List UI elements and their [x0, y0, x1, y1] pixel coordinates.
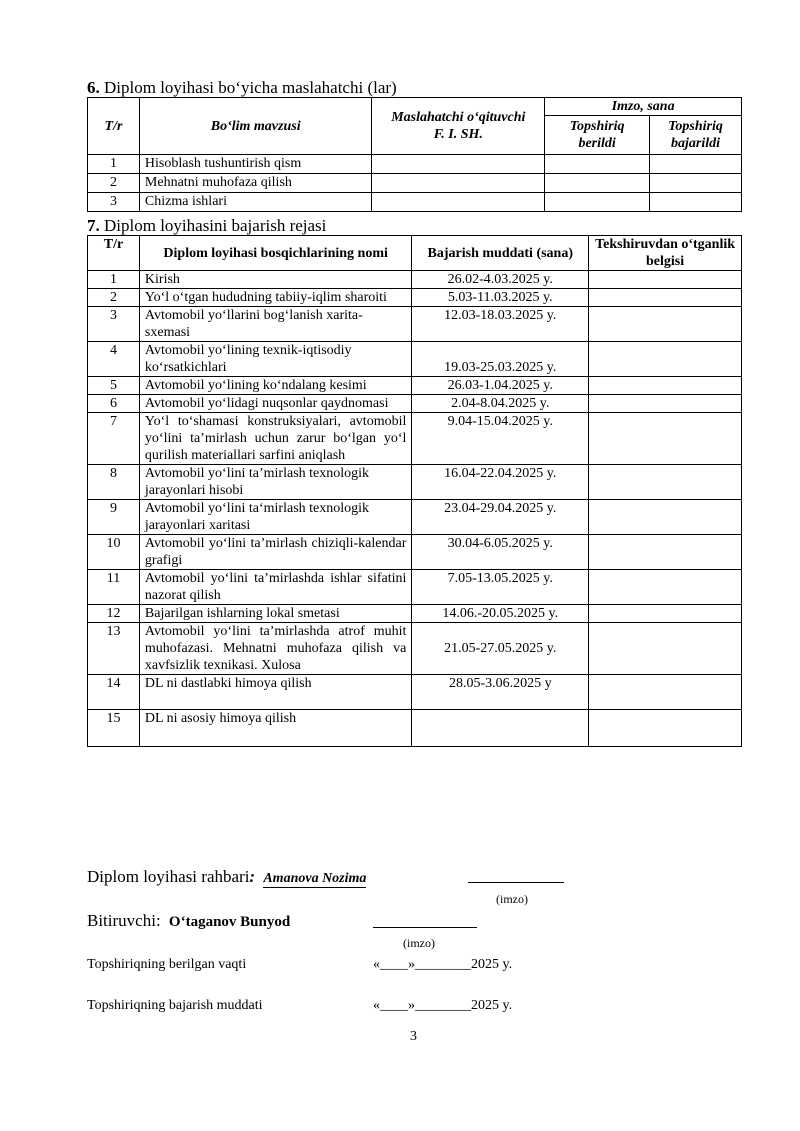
row-done	[650, 155, 742, 174]
graduate-line	[87, 911, 290, 931]
row-number: 1	[88, 271, 140, 289]
row-date: 26.03-1.04.2025 y.	[412, 377, 589, 395]
row-date: 26.02-4.03.2025 y.	[412, 271, 589, 289]
row-date: 30.04-6.05.2025 y.	[412, 535, 589, 570]
given-time-value: «____»________2025 y.	[373, 957, 513, 972]
row-check	[589, 675, 742, 710]
row-check	[589, 413, 742, 465]
table-row	[88, 465, 742, 500]
row-stage: Avtomobil yo‘lining texnik-iqtisodiy ko‘rsatkichlari	[139, 342, 411, 377]
plan-header-check: Tekshiruvdan o‘tganlik belgisi	[589, 236, 742, 271]
graduate-imzo: (imzo)	[403, 936, 435, 950]
row-number: 3	[88, 193, 140, 212]
table-row	[88, 395, 742, 413]
table-row	[88, 623, 742, 675]
row-number: 4	[88, 342, 140, 377]
table-row	[88, 535, 742, 570]
row-topic: Chizma ishlari	[139, 193, 372, 212]
row-check	[589, 623, 742, 675]
section6-heading	[87, 78, 397, 98]
table-row	[88, 342, 742, 377]
row-number: 15	[88, 710, 140, 747]
supervisor-imzo: (imzo)	[496, 892, 528, 906]
page-number: 3	[410, 1029, 417, 1044]
supervisor-signature-line	[468, 882, 564, 883]
row-stage: Avtomobil yo‘lini ta’mirlashda ishlar sifatini nazorat qilish	[139, 570, 411, 605]
row-check	[589, 307, 742, 342]
table-row	[88, 289, 742, 307]
row-number: 11	[88, 570, 140, 605]
row-check	[589, 570, 742, 605]
row-done	[650, 193, 742, 212]
row-stage: Bajarilgan ishlarning lokal smetasi	[139, 605, 411, 623]
row-given	[545, 193, 650, 212]
row-number: 6	[88, 395, 140, 413]
advisors-header-done-line2: bajarildi	[671, 136, 721, 151]
row-check	[589, 271, 742, 289]
row-number: 12	[88, 605, 140, 623]
advisors-header-done	[650, 116, 742, 155]
table-row	[88, 710, 742, 747]
advisors-header-sign-date: Imzo, sana	[545, 98, 742, 116]
table-row	[88, 605, 742, 623]
row-stage: DL ni dastlabki himoya qilish	[139, 675, 411, 710]
row-number: 5	[88, 377, 140, 395]
row-stage: Yo‘l to‘shamasi konstruksiyalari, avtomobil yo‘lini ta’mirlash uchun zarur bo‘lgan yo‘l qurilish materiallari sarfini aniqlash	[139, 413, 411, 465]
advisors-header-topic: Bo‘lim mavzusi	[139, 98, 372, 155]
table-row	[88, 193, 742, 212]
deadline-label: Topshiriqning bajarish muddati	[87, 998, 263, 1013]
table-row	[88, 570, 742, 605]
row-topic: Hisoblash tushuntirish qism	[139, 155, 372, 174]
row-given	[545, 174, 650, 193]
row-check	[589, 395, 742, 413]
advisors-header-advisor	[372, 98, 545, 155]
advisors-header-done-line1: Topshiriq	[668, 119, 723, 134]
advisors-table	[87, 97, 742, 212]
row-check	[589, 605, 742, 623]
row-date: 21.05-27.05.2025 y.	[412, 623, 589, 675]
plan-header-stage: Diplom loyihasi bosqichlarining nomi	[139, 236, 411, 271]
row-number: 2	[88, 289, 140, 307]
row-check	[589, 342, 742, 377]
row-date	[412, 710, 589, 747]
row-check	[589, 289, 742, 307]
plan-table	[87, 235, 742, 747]
row-number: 13	[88, 623, 140, 675]
graduate-name: O‘taganov Bunyod	[168, 914, 291, 930]
plan-header-tr: T/r	[88, 236, 140, 271]
advisors-header-given-line1: Topshiriq	[569, 119, 625, 134]
row-date: 12.03-18.03.2025 y.	[412, 307, 589, 342]
row-stage: Avtomobil yo‘lini ta’mirlash chiziqli-kalendar grafigi	[139, 535, 411, 570]
graduate-signature-line	[373, 927, 477, 928]
row-date: 28.05-3.06.2025 y	[412, 675, 589, 710]
advisors-header-tr: T/r	[88, 98, 140, 155]
section7-title: Diplom loyihasini bajarish rejasi	[104, 216, 327, 235]
row-stage: Avtomobil yo‘lidagi nuqsonlar qaydnomasi	[139, 395, 411, 413]
table-row	[88, 675, 742, 710]
row-check	[589, 465, 742, 500]
table-row	[88, 271, 742, 289]
row-number: 8	[88, 465, 140, 500]
row-date: 5.03-11.03.2025 y.	[412, 289, 589, 307]
table-row	[88, 500, 742, 535]
section7-number: 7.	[87, 216, 100, 235]
advisors-header-given	[545, 116, 650, 155]
row-stage: Avtomobil yo‘lining ko‘ndalang kesimi	[139, 377, 411, 395]
row-stage: Avtomobil yo‘lini ta’mirlash texnologik jarayonlari hisobi	[139, 465, 411, 500]
table-row	[88, 307, 742, 342]
supervisor-line	[87, 867, 366, 888]
supervisor-name: Amanova Nozima	[263, 871, 367, 886]
given-time-label: Topshiriqning berilgan vaqti	[87, 957, 247, 972]
row-stage: Yo‘l o‘tgan hududning tabiiy-iqlim sharoiti	[139, 289, 411, 307]
row-number: 10	[88, 535, 140, 570]
row-check	[589, 535, 742, 570]
row-check	[589, 377, 742, 395]
advisors-header-advisor-line2: F. I. SH.	[433, 127, 483, 142]
plan-header-deadline: Bajarish muddati (sana)	[412, 236, 589, 271]
row-number: 1	[88, 155, 140, 174]
row-date: 7.05-13.05.2025 y.	[412, 570, 589, 605]
row-done	[650, 174, 742, 193]
row-topic: Mehnatni muhofaza qilish	[139, 174, 372, 193]
row-stage: Avtomobil yo‘lini ta‘mirlash texnologik jarayonlari xaritasi	[139, 500, 411, 535]
row-date: 9.04-15.04.2025 y.	[412, 413, 589, 465]
row-advisor	[372, 155, 545, 174]
table-row	[88, 174, 742, 193]
supervisor-label: Diplom loyihasi rahbari	[87, 867, 250, 886]
row-date: 19.03-25.03.2025 y.	[412, 342, 589, 377]
table-row	[88, 413, 742, 465]
row-stage: DL ni asosiy himoya qilish	[139, 710, 411, 747]
row-advisor	[372, 193, 545, 212]
row-date: 23.04-29.04.2025 y.	[412, 500, 589, 535]
row-check	[589, 500, 742, 535]
row-given	[545, 155, 650, 174]
row-number: 3	[88, 307, 140, 342]
table-row	[88, 155, 742, 174]
graduate-label: Bitiruvchi:	[87, 911, 161, 930]
row-check	[589, 710, 742, 747]
supervisor-colon: :	[249, 867, 256, 886]
section7-heading	[87, 216, 326, 236]
advisors-header-advisor-line1: Maslahatchi o‘qituvchi	[391, 110, 526, 125]
row-date: 2.04-8.04.2025 y.	[412, 395, 589, 413]
row-number: 14	[88, 675, 140, 710]
advisors-header-given-line2: berildi	[578, 136, 616, 151]
row-number: 9	[88, 500, 140, 535]
section6-number: 6.	[87, 78, 100, 97]
table-row	[88, 377, 742, 395]
deadline-value: «____»________2025 y.	[373, 998, 513, 1013]
row-number: 7	[88, 413, 140, 465]
row-stage: Avtomobil yo‘llarini bog‘lanish xarita-sxemasi	[139, 307, 411, 342]
row-date: 16.04-22.04.2025 y.	[412, 465, 589, 500]
row-stage: Avtomobil yo‘lini ta’mirlashda atrof muhit muhofazasi. Mehnatni muhofaza qilish va xavfsizlik texnikasi. Xulosa	[139, 623, 411, 675]
row-stage: Kirish	[139, 271, 411, 289]
row-date: 14.06.-20.05.2025 y.	[412, 605, 589, 623]
row-number: 2	[88, 174, 140, 193]
section6-title: Diplom loyihasi bo‘yicha maslahatchi (lar)	[104, 78, 397, 97]
row-advisor	[372, 174, 545, 193]
